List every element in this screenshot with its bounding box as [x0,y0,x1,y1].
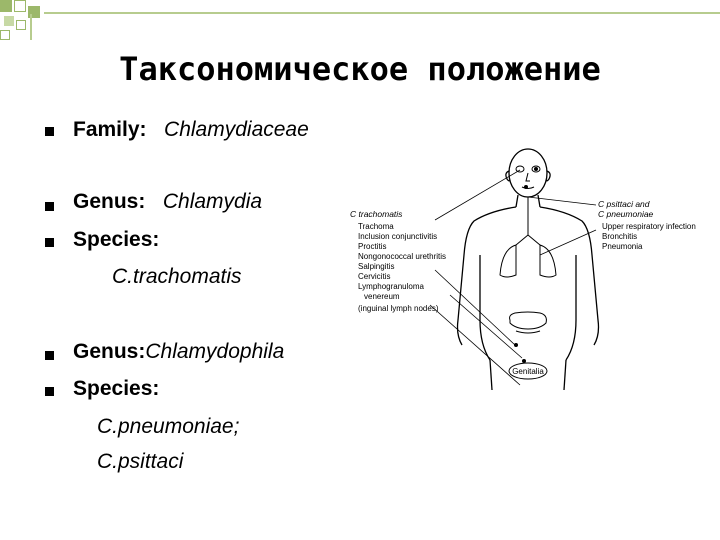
species-value-psittaci: C.psittaci [97,450,184,473]
genus-value-1: Chlamydia [162,190,263,213]
bullet-family [45,127,54,136]
human-body-diagram [340,145,715,390]
diagram-right-item: Pneumonia [602,242,643,251]
genus-line-2 [73,340,284,364]
bullet-species-2 [45,387,54,396]
genitalia-label: Genitalia [512,367,544,376]
diagram-left-item: Nongonococcal urethritis [358,252,447,261]
family-line [73,118,309,142]
diagram-left-item: Cervicitis [358,272,391,281]
genus-label-2: Genus: [73,340,146,363]
diagram-right-item: Upper respiratory infection [602,222,696,231]
genus-value-2: Chlamydophila [145,340,285,363]
vertical-rule [30,14,32,40]
header-rule [44,12,720,14]
diagram-right-heading-2: C pneumoniae [598,209,654,219]
diagram-left-item: Trachoma [358,222,394,231]
species-value-trachomatis: C.trachomatis [112,265,242,288]
diagram-left-heading: C trachomatis [350,209,403,219]
diagram-right-item: Bronchitis [602,232,638,241]
diagram-left-item: (inguinal lymph nodes) [358,304,439,313]
bullet-species-1 [45,238,54,247]
species-label-2: Species: [73,377,160,400]
diagram-left-item: Lymphogranuloma [358,282,424,291]
page-title: Таксономическое положение [119,50,601,88]
species-value-pneumoniae: C.pneumoniae; [97,415,240,438]
bullet-genus-2 [45,351,54,360]
diagram-left-item: Proctitis [358,242,387,251]
genus-line-1 [73,190,262,214]
genus-label-1: Genus: [73,190,146,213]
body-outline [458,149,599,390]
diagram-left-item: venereum [364,292,400,301]
species-label-1: Species: [73,228,160,251]
intestines [510,312,547,333]
family-label: Family: [73,118,147,141]
bullet-genus-1 [45,202,54,211]
pointer-lines [430,170,596,385]
genitalia-marker [509,363,547,379]
diagram-left-item: Salpingitis [358,262,395,271]
family-value: Chlamydiaceae [164,118,309,141]
diagram-left-item: Inclusion conjunctivitis [358,232,438,241]
diagram-right-heading-1: C psittaci and [598,199,650,209]
